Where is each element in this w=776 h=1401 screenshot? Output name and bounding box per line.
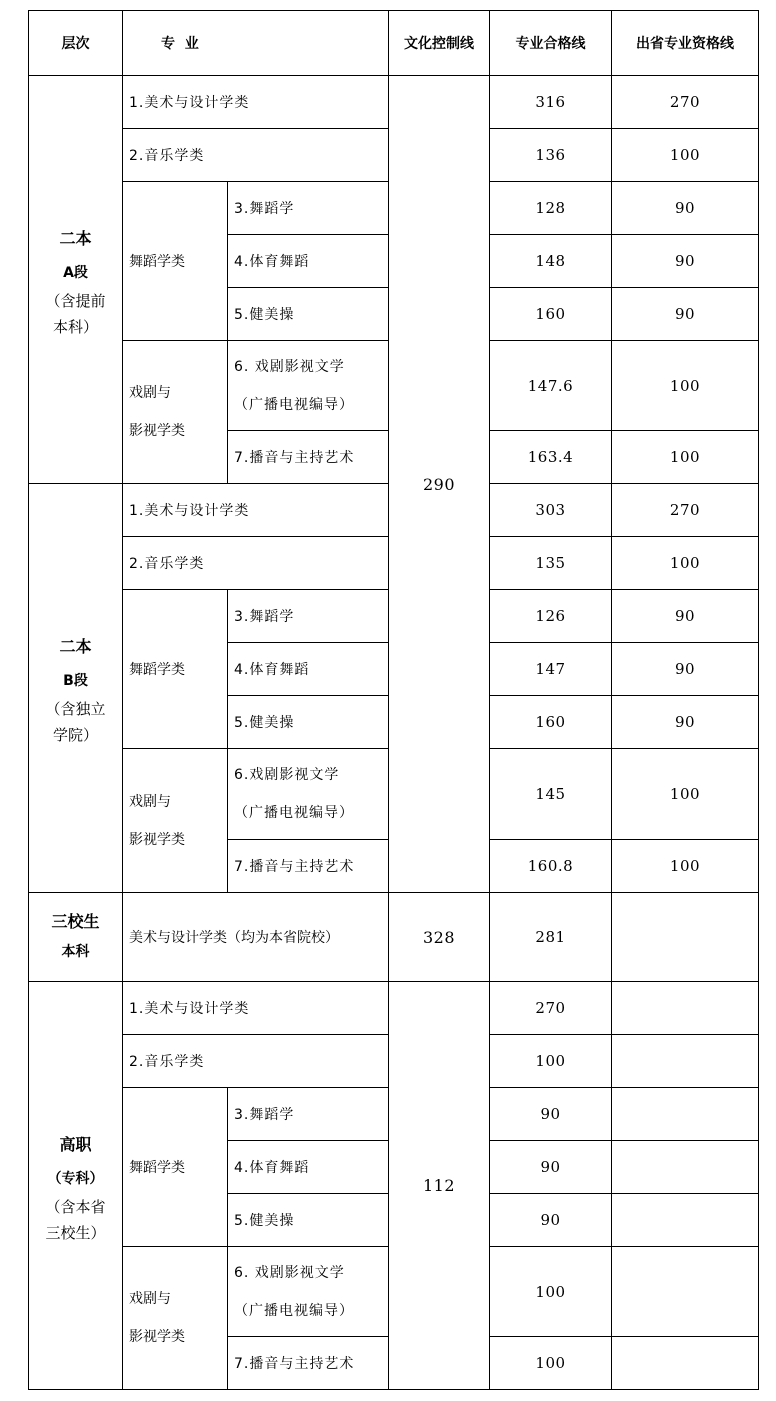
out-line-cell: 90	[612, 696, 759, 749]
header-level: 层次	[29, 11, 123, 76]
level-segment: 本科	[61, 944, 90, 960]
group-drama-line2: 影视学类	[129, 423, 185, 439]
out-line-cell: 100	[612, 537, 759, 590]
out-line-cell	[612, 982, 759, 1035]
group-dance: 舞蹈学类	[123, 590, 228, 749]
pass-line-cell: 100	[490, 1035, 612, 1088]
major-cell: 3.舞蹈学	[228, 1088, 389, 1141]
out-line-cell: 90	[612, 288, 759, 341]
out-line-cell	[612, 1247, 759, 1337]
group-drama-line1: 戏剧与	[129, 1291, 171, 1307]
major-line1: 6.戏剧影视文学	[234, 767, 340, 783]
group-drama	[123, 749, 228, 893]
major-cell: 4.体育舞蹈	[228, 643, 389, 696]
level-name: 高职	[59, 1134, 92, 1154]
level-cell-h	[29, 982, 123, 1390]
level-name: 二本	[59, 228, 92, 248]
major-cell: 5.健美操	[228, 696, 389, 749]
pass-line-cell: 163.4	[490, 431, 612, 484]
level-cell-b	[29, 484, 123, 893]
header-major: 专 业	[123, 11, 389, 76]
out-line-cell: 270	[612, 76, 759, 129]
level-note: 本科）	[52, 317, 98, 336]
pass-line-cell: 100	[490, 1337, 612, 1390]
out-line-cell	[612, 893, 759, 982]
major-line1: 6. 戏剧影视文学	[234, 358, 345, 375]
level-note: （含提前	[45, 291, 106, 310]
level-name: 二本	[59, 637, 92, 656]
out-line-cell: 100	[612, 129, 759, 182]
table-row	[29, 893, 759, 982]
level-segment: A段	[63, 264, 88, 281]
level-note: （含本省	[45, 1197, 106, 1216]
major-cell: 2.音乐学类	[123, 537, 389, 590]
major-cell: 7.播音与主持艺术	[228, 1337, 389, 1390]
major-cell: 1.美术与设计学类	[123, 484, 389, 537]
pass-line-cell: 90	[490, 1141, 612, 1194]
out-line-cell	[612, 1088, 759, 1141]
group-drama-line1: 戏剧与	[129, 385, 171, 401]
major-cell: 2.音乐学类	[123, 1035, 389, 1088]
group-drama	[123, 1247, 228, 1390]
level-note: 三校生）	[45, 1223, 106, 1242]
out-line-cell: 100	[612, 431, 759, 484]
pass-line-cell: 145	[490, 749, 612, 840]
out-line-cell	[612, 1337, 759, 1390]
major-cell	[228, 749, 389, 840]
group-dance: 舞蹈学类	[123, 182, 228, 341]
out-line-cell: 90	[612, 643, 759, 696]
pass-line-cell: 100	[490, 1247, 612, 1337]
major-cell: 3.舞蹈学	[228, 590, 389, 643]
header-out: 出省专业资格线	[612, 11, 759, 76]
major-cell: 4.体育舞蹈	[228, 235, 389, 288]
out-line-cell: 270	[612, 484, 759, 537]
score-table	[28, 10, 759, 1390]
major-cell: 5.健美操	[228, 288, 389, 341]
pass-line-cell: 128	[490, 182, 612, 235]
pass-line-cell: 147	[490, 643, 612, 696]
pass-line-cell: 270	[490, 982, 612, 1035]
out-line-cell	[612, 1141, 759, 1194]
pass-line-cell: 303	[490, 484, 612, 537]
out-line-cell: 90	[612, 235, 759, 288]
group-drama-line2: 影视学类	[129, 831, 185, 848]
out-line-cell	[612, 1035, 759, 1088]
header-row	[29, 11, 759, 76]
level-name: 三校生	[51, 912, 100, 931]
culture-line-cell: 290	[389, 76, 490, 893]
pass-line-cell: 126	[490, 590, 612, 643]
out-line-cell: 90	[612, 182, 759, 235]
major-cell: 1.美术与设计学类	[123, 982, 389, 1035]
major-line2: （广播电视编导）	[234, 396, 354, 413]
major-cell: 2.音乐学类	[123, 129, 389, 182]
group-drama-line1: 戏剧与	[129, 793, 171, 810]
major-cell: 7.播音与主持艺术	[228, 431, 389, 484]
major-line2: （广播电视编导）	[234, 805, 354, 821]
group-drama	[123, 341, 228, 484]
major-line1: 6. 戏剧影视文学	[234, 1264, 345, 1281]
header-culture: 文化控制线	[389, 11, 490, 76]
pass-line-cell: 160.8	[490, 840, 612, 893]
out-line-cell: 90	[612, 590, 759, 643]
major-cell: 1.美术与设计学类	[123, 76, 389, 129]
pass-line-cell: 316	[490, 76, 612, 129]
pass-line-cell: 148	[490, 235, 612, 288]
group-dance: 舞蹈学类	[123, 1088, 228, 1247]
level-segment: B段	[63, 673, 88, 689]
pass-line-cell: 147.6	[490, 341, 612, 431]
pass-line-cell: 281	[490, 893, 612, 982]
pass-line-cell: 135	[490, 537, 612, 590]
pass-line-cell: 160	[490, 288, 612, 341]
pass-line-cell: 90	[490, 1194, 612, 1247]
level-note: 学院）	[52, 726, 98, 744]
table-row	[29, 76, 759, 129]
out-line-cell: 100	[612, 341, 759, 431]
major-cell: 5.健美操	[228, 1194, 389, 1247]
level-cell-s	[29, 893, 123, 982]
major-cell: 7.播音与主持艺术	[228, 840, 389, 893]
level-cell-a	[29, 76, 123, 484]
major-cell: 3.舞蹈学	[228, 182, 389, 235]
group-drama-line2: 影视学类	[129, 1329, 185, 1345]
out-line-cell: 100	[612, 840, 759, 893]
table-row	[29, 982, 759, 1035]
major-cell: 4.体育舞蹈	[228, 1141, 389, 1194]
major-cell	[228, 1247, 389, 1337]
out-line-cell	[612, 1194, 759, 1247]
pass-line-cell: 160	[490, 696, 612, 749]
pass-line-cell: 90	[490, 1088, 612, 1141]
header-pass: 专业合格线	[490, 11, 612, 76]
pass-line-cell: 136	[490, 129, 612, 182]
level-note: （含独立	[45, 700, 106, 718]
level-segment: （专科）	[47, 1170, 104, 1187]
out-line-cell: 100	[612, 749, 759, 840]
culture-line-cell: 112	[389, 982, 490, 1390]
culture-line-cell: 328	[389, 893, 490, 982]
major-cell	[228, 341, 389, 431]
major-cell: 美术与设计学类（均为本省院校）	[123, 893, 389, 982]
major-line2: （广播电视编导）	[234, 1302, 354, 1319]
